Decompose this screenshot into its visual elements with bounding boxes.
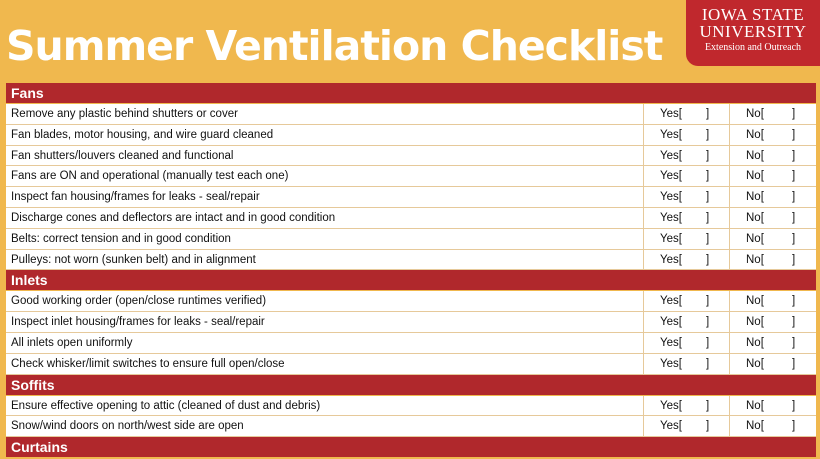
bracket-close: ] [792, 191, 796, 204]
bracket-close: ] [706, 316, 710, 329]
checklist-item-text: Pulleys: not worn (sunken belt) and in alignment [6, 250, 644, 270]
bracket-close: ] [706, 336, 710, 349]
checklist-row [6, 291, 816, 312]
bracket-close: ] [792, 170, 796, 183]
yes-label: Yes[ [660, 108, 682, 120]
bracket-close: ] [706, 108, 710, 120]
no-label: No[ [746, 420, 764, 433]
yes-label: Yes[ [660, 336, 682, 349]
no-label: No[ [746, 253, 764, 266]
checklist-item-text: Discharge cones and deflectors are intact and in good condition [6, 208, 644, 228]
no-checkbox[interactable] [730, 166, 816, 186]
checklist-row [6, 104, 816, 125]
yes-label: Yes[ [660, 316, 682, 329]
bracket-close: ] [706, 399, 710, 412]
bracket-close: ] [706, 170, 710, 183]
no-label: No[ [746, 295, 764, 308]
yes-label: Yes[ [660, 399, 682, 412]
bracket-close: ] [792, 108, 796, 120]
bracket-close: ] [792, 420, 796, 433]
yes-label: Yes[ [660, 357, 682, 370]
checklist-row [6, 187, 816, 208]
no-label: No[ [746, 170, 764, 183]
bracket-close: ] [792, 128, 796, 141]
checklist-item-text: Fan blades, motor housing, and wire guard cleaned [6, 125, 644, 145]
yes-checkbox[interactable] [644, 291, 730, 311]
no-checkbox[interactable] [730, 146, 816, 166]
checklist-row [6, 208, 816, 229]
checklist-row [6, 333, 816, 354]
no-checkbox[interactable] [730, 416, 816, 436]
checklist-row [6, 166, 816, 187]
no-checkbox[interactable] [730, 125, 816, 145]
no-checkbox[interactable] [730, 104, 816, 124]
bracket-close: ] [706, 191, 710, 204]
yes-checkbox[interactable] [644, 104, 730, 124]
yes-checkbox[interactable] [644, 146, 730, 166]
bracket-close: ] [792, 295, 796, 308]
page-title: Summer Ventilation Checklist [6, 22, 663, 70]
section-header-inlets: Inlets [6, 270, 816, 291]
checklist-item-text: Inspect fan housing/frames for leaks - seal/repair [6, 187, 644, 207]
no-checkbox[interactable] [730, 187, 816, 207]
checklist-row [6, 125, 816, 146]
section-header-fans: Fans [6, 83, 816, 104]
no-label: No[ [746, 191, 764, 204]
no-label: No[ [746, 232, 764, 245]
logo-line-3: Extension and Outreach [704, 42, 802, 53]
checklist-row [6, 312, 816, 333]
checklist-row [6, 416, 816, 437]
university-logo [686, 0, 820, 66]
bracket-close: ] [706, 357, 710, 370]
bracket-close: ] [706, 420, 710, 433]
yes-label: Yes[ [660, 128, 682, 141]
no-checkbox[interactable] [730, 333, 816, 353]
no-label: No[ [746, 108, 764, 120]
yes-label: Yes[ [660, 211, 682, 224]
no-checkbox[interactable] [730, 250, 816, 270]
checklist-item-text: Fan shutters/louvers cleaned and functional [6, 146, 644, 166]
bracket-close: ] [706, 232, 710, 245]
no-label: No[ [746, 149, 764, 162]
yes-checkbox[interactable] [644, 396, 730, 416]
yes-checkbox[interactable] [644, 333, 730, 353]
checklist-table [6, 83, 816, 458]
yes-label: Yes[ [660, 191, 682, 204]
bracket-close: ] [792, 211, 796, 224]
checklist-item-text: Remove any plastic behind shutters or cover [6, 104, 644, 124]
yes-checkbox[interactable] [644, 166, 730, 186]
no-label: No[ [746, 336, 764, 349]
yes-checkbox[interactable] [644, 187, 730, 207]
logo-line-2: UNIVERSITY [699, 22, 807, 41]
bracket-close: ] [792, 232, 796, 245]
checklist-item-text: Good working order (open/close runtimes verified) [6, 291, 644, 311]
no-checkbox[interactable] [730, 354, 816, 374]
checklist-item-text: Fans are ON and operational (manually test each one) [6, 166, 644, 186]
bracket-close: ] [706, 149, 710, 162]
checklist-row [6, 146, 816, 167]
no-label: No[ [746, 211, 764, 224]
no-label: No[ [746, 357, 764, 370]
no-label: No[ [746, 316, 764, 329]
yes-label: Yes[ [660, 253, 682, 266]
checklist-row [6, 250, 816, 271]
section-header-soffits: Soffits [6, 375, 816, 396]
yes-label: Yes[ [660, 295, 682, 308]
checklist-row [6, 354, 816, 375]
yes-checkbox[interactable] [644, 312, 730, 332]
bracket-close: ] [706, 128, 710, 141]
yes-checkbox[interactable] [644, 125, 730, 145]
yes-label: Yes[ [660, 149, 682, 162]
yes-label: Yes[ [660, 170, 682, 183]
checklist-row [6, 396, 816, 417]
no-label: No[ [746, 399, 764, 412]
yes-label: Yes[ [660, 232, 682, 245]
checklist-row [6, 229, 816, 250]
yes-checkbox[interactable] [644, 416, 730, 436]
yes-checkbox[interactable] [644, 354, 730, 374]
bracket-close: ] [706, 211, 710, 224]
checklist-item-text: Check whisker/limit switches to ensure full open/close [6, 354, 644, 374]
yes-label: Yes[ [660, 420, 682, 433]
bracket-close: ] [792, 149, 796, 162]
bracket-close: ] [706, 253, 710, 266]
bracket-close: ] [706, 295, 710, 308]
checklist-item-text: Inspect inlet housing/frames for leaks - seal/repair [6, 312, 644, 332]
checklist-item-text: Belts: correct tension and in good condition [6, 229, 644, 249]
no-checkbox[interactable] [730, 312, 816, 332]
bracket-close: ] [792, 253, 796, 266]
no-checkbox[interactable] [730, 291, 816, 311]
yes-checkbox[interactable] [644, 250, 730, 270]
yes-checkbox[interactable] [644, 208, 730, 228]
yes-checkbox[interactable] [644, 229, 730, 249]
no-checkbox[interactable] [730, 229, 816, 249]
bracket-close: ] [792, 399, 796, 412]
no-checkbox[interactable] [730, 396, 816, 416]
bracket-close: ] [792, 336, 796, 349]
checklist-item-text: Ensure effective opening to attic (cleaned of dust and debris) [6, 396, 644, 416]
no-label: No[ [746, 128, 764, 141]
checklist-item-text: All inlets open uniformly [6, 333, 644, 353]
section-header-curtains: Curtains [6, 437, 816, 458]
checklist-item-text: Snow/wind doors on north/west side are open [6, 416, 644, 436]
bracket-close: ] [792, 357, 796, 370]
bracket-close: ] [792, 316, 796, 329]
no-checkbox[interactable] [730, 208, 816, 228]
logo-line-1: IOWA STATE [701, 5, 805, 24]
